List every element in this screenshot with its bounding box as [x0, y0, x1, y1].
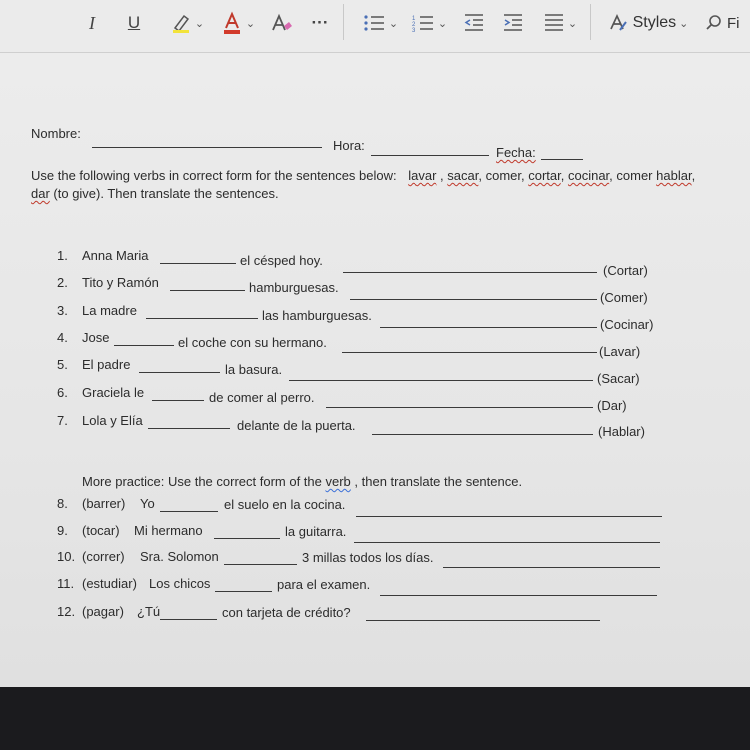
align-button[interactable]	[538, 6, 582, 40]
item-number: 4.	[57, 330, 68, 345]
item-number: 6.	[57, 385, 68, 400]
answer-blank[interactable]	[214, 538, 280, 539]
item-sentence-rest: para el examen.	[277, 577, 371, 592]
item-verb-hint: (Sacar)	[597, 371, 640, 386]
item-sentence-rest: de comer al perro.	[209, 390, 315, 405]
item-subject: Sra. Solomon	[140, 549, 219, 564]
clear-formatting-button[interactable]	[266, 6, 296, 40]
translation-blank[interactable]	[354, 542, 660, 543]
item-verb-hint: (barrer)	[82, 496, 126, 511]
item-sentence-rest: con tarjeta de crédito?	[222, 605, 351, 620]
highlighter-icon	[170, 12, 192, 34]
nombre-blank	[92, 147, 322, 148]
item-verb-hint: (Cortar)	[603, 263, 648, 278]
item-subject: Anna Maria	[82, 248, 149, 263]
chevron-down-icon: ⌄	[245, 17, 256, 30]
increase-indent-icon	[502, 12, 524, 34]
item-sentence-rest: el suelo en la cocina.	[224, 497, 346, 512]
item-verb-hint: (Cocinar)	[600, 317, 654, 332]
translation-blank[interactable]	[356, 516, 662, 517]
answer-blank[interactable]	[160, 619, 217, 620]
bullet-list-icon	[362, 12, 386, 34]
translation-blank[interactable]	[366, 620, 600, 621]
decrease-indent-button[interactable]	[459, 6, 489, 40]
align-justify-icon	[543, 12, 565, 34]
item-number: 9.	[57, 523, 68, 538]
font-color-icon	[221, 11, 243, 35]
more-practice-heading: More practice: Use the correct form of the verb , then translate the sentence.	[82, 474, 523, 489]
bottom-dark-area	[0, 687, 750, 750]
translation-blank[interactable]	[380, 327, 597, 328]
item-sentence-rest: la guitarra.	[285, 524, 347, 539]
answer-blank[interactable]	[160, 511, 218, 512]
fecha-label: Fecha:	[496, 145, 536, 160]
answer-blank[interactable]	[152, 400, 204, 401]
translation-blank[interactable]	[372, 434, 593, 435]
item-number: 8.	[57, 496, 68, 511]
answer-blank[interactable]	[139, 372, 220, 373]
instructions-line-1: Use the following verbs in correct form for the sentences below: lavar , sacar, comer, cortar, cocinar, comer hablar,	[31, 168, 696, 183]
chevron-down-icon: ⌄	[437, 17, 448, 30]
item-subject: Mi hermano	[134, 523, 203, 538]
item-sentence-rest: la basura.	[225, 362, 283, 377]
item-subject: Jose	[82, 330, 110, 345]
item-verb-hint: (correr)	[82, 549, 125, 564]
item-sentence-rest: 3 millas todos los días.	[302, 550, 434, 565]
item-subject: Graciela le	[82, 385, 145, 400]
answer-blank[interactable]	[224, 564, 297, 565]
answer-blank[interactable]	[215, 591, 272, 592]
translation-blank[interactable]	[342, 352, 597, 353]
item-verb-hint: (pagar)	[82, 604, 124, 619]
chevron-down-icon: ⌄	[679, 17, 689, 30]
increase-indent-button[interactable]	[498, 6, 528, 40]
fecha-blank	[541, 159, 583, 160]
italic-icon: I	[89, 12, 95, 33]
item-sentence-rest: las hamburguesas.	[262, 308, 372, 323]
item-number: 11.	[57, 576, 75, 591]
toolbar-divider	[590, 4, 591, 40]
answer-blank[interactable]	[148, 428, 230, 429]
item-subject: ¿Tú	[137, 604, 161, 619]
item-subject: Los chicos	[149, 576, 211, 591]
item-number: 7.	[57, 413, 68, 428]
answer-blank[interactable]	[146, 318, 258, 319]
italic-button[interactable]	[80, 6, 104, 40]
numbered-list-icon	[411, 12, 435, 34]
search-icon	[705, 14, 723, 32]
item-number: 1.	[57, 248, 68, 263]
nombre-label: Nombre:	[31, 126, 81, 141]
answer-blank[interactable]	[160, 263, 236, 264]
item-sentence-rest: hamburguesas.	[249, 280, 339, 295]
svg-text:1: 1	[411, 16, 416, 22]
item-verb-hint: (estudiar)	[82, 576, 137, 591]
translation-blank[interactable]	[343, 272, 597, 273]
hora-label: Hora:	[333, 138, 365, 153]
hora-blank	[371, 155, 489, 156]
svg-text:3: 3	[411, 28, 416, 34]
answer-blank[interactable]	[170, 290, 245, 291]
bullets-button[interactable]	[358, 6, 402, 40]
clear-formatting-icon	[269, 12, 293, 34]
document-page[interactable]	[0, 53, 750, 687]
answer-blank[interactable]	[114, 345, 174, 346]
translation-blank[interactable]	[443, 567, 660, 568]
item-sentence-rest: el coche con su hermano.	[178, 335, 327, 350]
item-subject: La madre	[82, 303, 137, 318]
chevron-down-icon: ⌄	[567, 17, 578, 30]
item-verb-hint: (Comer)	[600, 290, 648, 305]
item-verb-hint: (Lavar)	[599, 344, 641, 359]
ribbon-toolbar	[0, 0, 750, 53]
underline-button[interactable]	[122, 6, 146, 40]
decrease-indent-icon	[463, 12, 485, 34]
instructions-line-2: dar (to give). Then translate the sentences.	[31, 186, 279, 201]
item-number: 3.	[57, 303, 68, 318]
item-subject: Tito y Ramón	[82, 275, 159, 290]
chevron-down-icon: ⌄	[194, 17, 205, 30]
item-number: 10.	[57, 549, 76, 564]
item-number: 5.	[57, 357, 68, 372]
styles-button[interactable]: Styles ⌄	[603, 6, 693, 40]
item-subject: Lola y Elía	[82, 413, 143, 428]
translation-blank[interactable]	[350, 299, 597, 300]
item-subject: Yo	[140, 496, 155, 511]
translation-blank[interactable]	[289, 380, 593, 381]
item-sentence-rest: delante de la puerta.	[237, 418, 356, 433]
styles-icon	[608, 13, 628, 33]
more-options-button[interactable]: ···	[311, 13, 329, 32]
highlight-button[interactable]	[165, 6, 209, 40]
numbering-button[interactable]	[407, 6, 451, 40]
chevron-down-icon: ⌄	[388, 17, 399, 30]
item-subject: El padre	[82, 357, 131, 372]
item-number: 2.	[57, 275, 68, 290]
find-button[interactable]: Fi	[705, 6, 750, 40]
translation-blank[interactable]	[326, 407, 593, 408]
font-color-button[interactable]	[218, 6, 258, 40]
toolbar-divider	[343, 4, 344, 40]
item-verb-hint: (tocar)	[82, 523, 120, 538]
translation-blank[interactable]	[380, 595, 657, 596]
item-verb-hint: (Hablar)	[598, 424, 645, 439]
underline-icon: U	[127, 13, 141, 32]
item-number: 12.	[57, 604, 76, 619]
item-verb-hint: (Dar)	[597, 398, 627, 413]
item-sentence-rest: el césped hoy.	[240, 253, 323, 268]
svg-text:2: 2	[411, 22, 416, 28]
